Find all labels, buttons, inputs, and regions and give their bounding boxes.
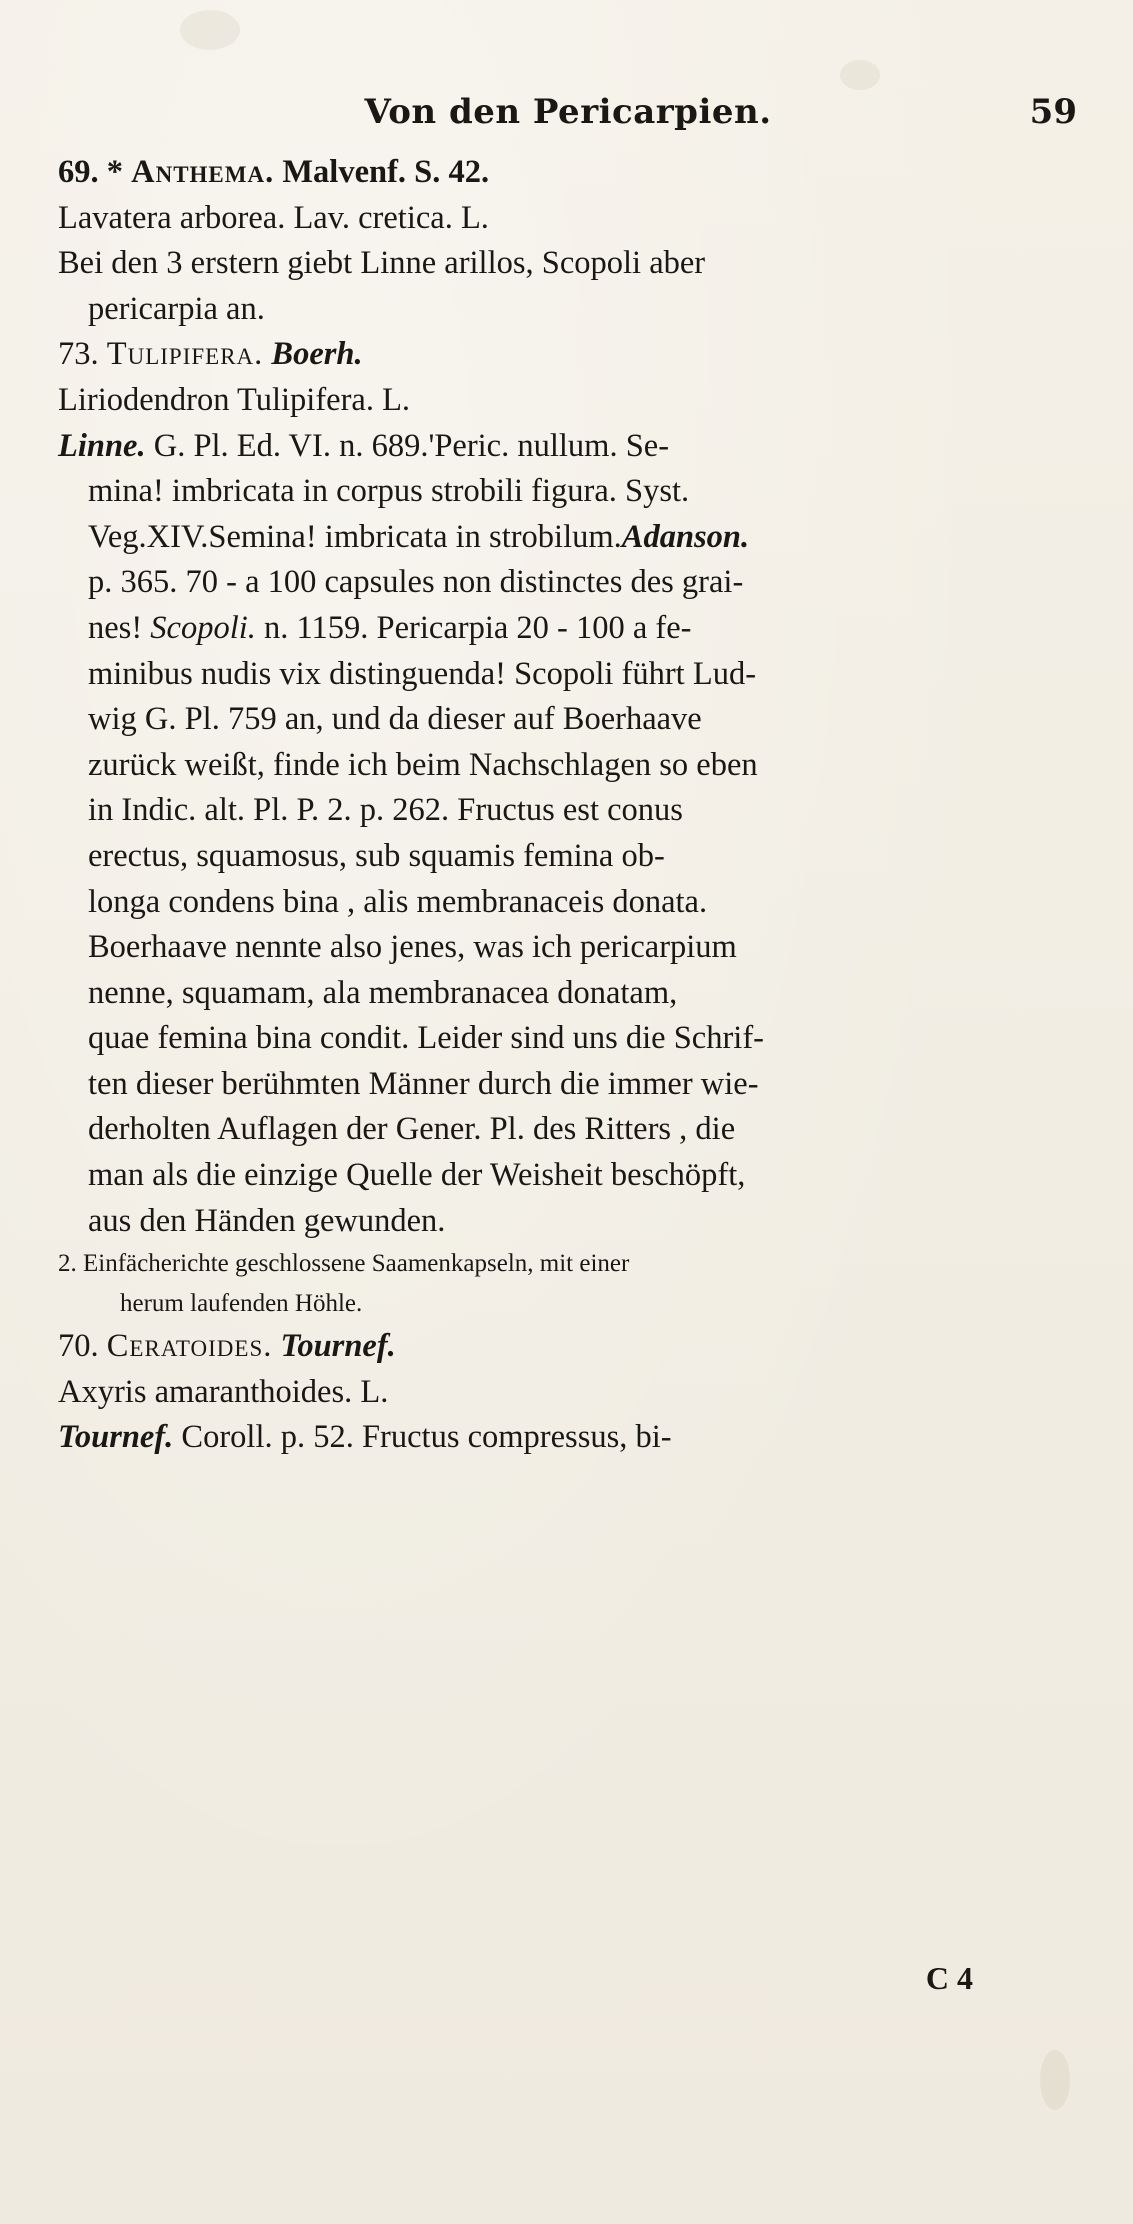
text-line: ten dieser berühmten Männer durch die immer wie- <box>88 1065 759 1102</box>
text-line: aus den Händen gewunden. <box>88 1202 446 1239</box>
text-line: quae femina bina condit. Leider sind uns die Schrif- <box>88 1020 764 1057</box>
entry-heading-73 <box>58 332 1098 378</box>
author-name: Tournef. <box>280 1328 396 1365</box>
genus-name: Ceratoides. <box>106 1328 273 1365</box>
entry-heading-70 <box>58 1324 1098 1370</box>
genus-name: Anthema. <box>131 154 275 190</box>
text-line: pericarpia an. <box>88 290 265 327</box>
paper-stain <box>180 10 240 50</box>
author-name: Scopoli. <box>150 609 256 646</box>
page-number: 59 <box>1029 92 1077 132</box>
paper-stain <box>840 60 880 90</box>
running-title: Von den Pericarpien. <box>364 92 772 132</box>
text-line: man als die einzige Quelle der Weisheit beschöpft, <box>88 1157 746 1194</box>
text-line: Tournef. Coroll. p. 52. Fructus compressus, bi- <box>58 1419 672 1456</box>
author-name: Tournef. <box>58 1419 174 1456</box>
entry-number: 69. * <box>58 154 132 190</box>
author-name: Boerh. <box>271 336 363 373</box>
entry-number: 73. <box>58 336 107 373</box>
text-line: mina! imbricata in corpus strobili figura. Syst. <box>88 473 690 510</box>
text-line: Veg.XIV.Semina! imbricata in strobilum.Adanson. <box>88 518 750 555</box>
author-name: Linne. <box>58 427 146 464</box>
subsection-note: herum laufenden Höhle. <box>120 1290 363 1318</box>
text-line: derholten Auflagen der Gener. Pl. des Ritters , die <box>88 1111 736 1148</box>
paper-stain <box>1040 2050 1070 2110</box>
genus-name: Tulipifera. <box>106 336 264 373</box>
text-line: erectus, squamosus, sub squamis femina ob- <box>88 837 665 874</box>
text-line: zurück weißt, finde ich beim Nachschlagen so eben <box>88 746 758 783</box>
signature-mark: C 4 <box>925 1960 973 1996</box>
text-line: wig G. Pl. 759 an, und da dieser auf Boerhaave <box>88 701 702 738</box>
subsection-note: 2. Einfächerichte geschlossene Saamenkapseln, mit einer <box>58 1250 630 1278</box>
reference: Malvenf. S. 42. <box>274 154 490 190</box>
page-header <box>0 92 1133 142</box>
text-line: minibus nudis vix distinguenda! Scopoli führt Lud- <box>88 655 757 692</box>
text-line: Boerhaave nennte also jenes, was ich pericarpium <box>88 929 737 966</box>
body-text <box>58 150 1098 1461</box>
text-line: Axyris amaranthoides. L. <box>58 1373 389 1410</box>
text-line: nenne, squamam, ala membranacea donatam, <box>88 974 678 1011</box>
text-line: in Indic. alt. Pl. P. 2. p. 262. Fructus est conus <box>88 792 683 829</box>
text-line: p. 365. 70 - a 100 capsules non distinctes des grai- <box>88 564 744 601</box>
text-line: Liriodendron Tulipifera. L. <box>58 381 411 418</box>
entry-number: 70. <box>58 1328 107 1365</box>
text-line: nes! Scopoli. n. 1159. Pericarpia 20 - 100 a fe- <box>88 609 692 646</box>
entry-heading-69 <box>58 150 1098 196</box>
text-line: Bei den 3 erstern giebt Linne arillos, Scopoli aber <box>58 245 706 282</box>
author-name: Adanson. <box>621 518 750 555</box>
text-line: Lavatera arborea. Lav. cretica. L. <box>58 199 489 236</box>
text-line: longa condens bina , alis membranaceis donata. <box>88 883 708 920</box>
text-line: Linne. G. Pl. Ed. VI. n. 689.'Peric. nullum. Se- <box>58 427 670 464</box>
